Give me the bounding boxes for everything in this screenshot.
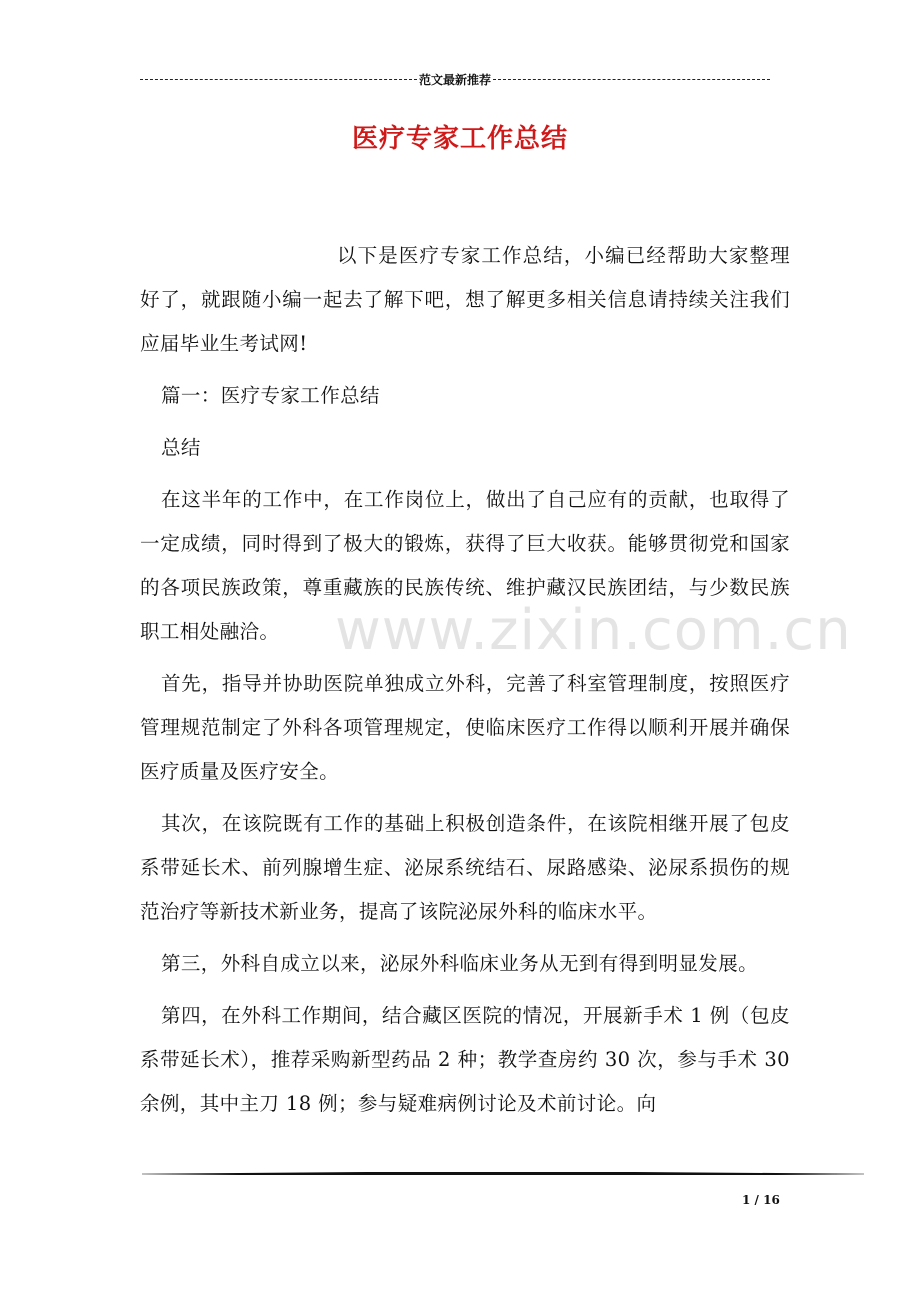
body-paragraph: 首先，指导并协助医院单独成立外科，完善了科室管理制度，按照医疗管理规范制定了外科各项管理规定，使临床医疗工作得以顺利开展并确保医疗质量及医疗安全。 xyxy=(140,672,790,783)
body-paragraph: 第三，外科自成立以来，泌尿外科临床业务从无到有得到明显发展。 xyxy=(161,952,759,975)
document-title: 医疗专家工作总结 xyxy=(351,124,568,154)
document-body xyxy=(140,234,790,1134)
page-number: 1 / 16 xyxy=(742,1193,780,1207)
header-dash-right xyxy=(493,79,770,80)
body-paragraph: 其次，在该院既有工作的基础上积极创造条件，在该院相继开展了包皮系带延长术、前列腺增生症、泌尿系统结石、尿路感染、泌尿系损伤的规范治疗等新技术新业务，提高了该院泌尿外科的临床水平。 xyxy=(140,812,790,923)
intro-paragraph: 以下是医疗专家工作总结，小编已经帮助大家整理好了，就跟随小编一起去了解下吧，想了解更多相关信息请持续关注我们应届毕业生考试网! xyxy=(140,244,790,355)
watermark: www.zixin.com.cn xyxy=(335,598,852,663)
body-paragraph: 在这半年的工作中，在工作岗位上，做出了自己应有的贡献，也取得了一定成绩，同时得到了极大的锻炼，获得了巨大收获。能够贯彻党和国家的各项民族政策，尊重藏族的民族传统、维护藏汉民族团结，与少数民族职工相处融洽。 xyxy=(140,488,790,643)
body-paragraph: 第四，在外科工作期间，结合藏区医院的情况，开展新手术 1 例（包皮系带延长术），推荐采购新型药品 2 种；教学查房约 30 次，参与手术 30 余例，其中主刀 18 例；参与疑难病例讨论及术前讨论。向 xyxy=(140,1004,790,1115)
header-label: 范文最新推荐 xyxy=(419,72,492,87)
header-dash-left xyxy=(140,79,417,80)
page-header xyxy=(140,71,770,87)
sub-heading: 总结 xyxy=(161,436,201,459)
footer-rule xyxy=(142,1171,864,1177)
section-heading: 篇一：医疗专家工作总结 xyxy=(161,384,380,407)
